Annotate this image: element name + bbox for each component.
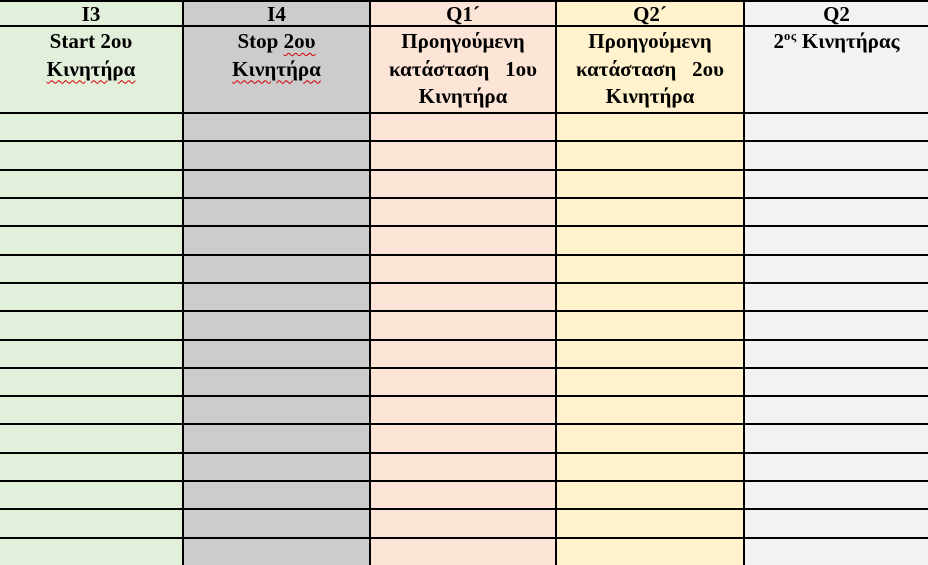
body-cell[interactable] (370, 283, 556, 311)
body-cell[interactable] (744, 340, 928, 368)
table-row (0, 226, 928, 254)
body-cell[interactable] (0, 170, 183, 198)
body-cell[interactable] (0, 198, 183, 226)
body-cell[interactable] (183, 368, 370, 396)
body-cell[interactable] (370, 198, 556, 226)
table-row (0, 340, 928, 368)
body-cell[interactable] (744, 283, 928, 311)
body-cell[interactable] (744, 141, 928, 169)
body-cell[interactable] (556, 170, 744, 198)
body-cell[interactable] (744, 368, 928, 396)
table-row (0, 170, 928, 198)
body-cell[interactable] (183, 283, 370, 311)
body-cell[interactable] (556, 311, 744, 339)
body-cell[interactable] (744, 255, 928, 283)
body-cell[interactable] (0, 113, 183, 141)
word: Κινητήρα (418, 84, 508, 108)
body-cell[interactable] (0, 538, 183, 565)
word: Start 2ου (49, 29, 133, 53)
column-code-i4: I4 (183, 1, 370, 26)
body-cell[interactable] (183, 141, 370, 169)
body-cell[interactable] (0, 368, 183, 396)
word: Stop (237, 29, 284, 53)
body-cell[interactable] (370, 170, 556, 198)
column-desc-stop-motor2 (183, 26, 370, 113)
misspelled-word: Κινητήρα (232, 56, 321, 81)
body-cell[interactable] (744, 198, 928, 226)
body-cell[interactable] (183, 170, 370, 198)
word: Προηγούμενη (588, 29, 712, 53)
body-cell[interactable] (183, 396, 370, 424)
body-cell[interactable] (556, 198, 744, 226)
table-row (0, 509, 928, 537)
body-cell[interactable] (183, 255, 370, 283)
table-row (0, 113, 928, 141)
body-cell[interactable] (183, 509, 370, 537)
word: ος (784, 29, 797, 43)
body-cell[interactable] (0, 255, 183, 283)
body-cell[interactable] (556, 538, 744, 565)
body-cell[interactable] (0, 226, 183, 254)
body-cell[interactable] (370, 311, 556, 339)
misspelled-word: 2ου (283, 29, 316, 53)
body-cell[interactable] (0, 141, 183, 169)
body-cell[interactable] (370, 538, 556, 565)
body-cell[interactable] (556, 141, 744, 169)
table-row (0, 255, 928, 283)
body-cell[interactable] (183, 424, 370, 452)
body-cell[interactable] (744, 509, 928, 537)
body-cell[interactable] (744, 226, 928, 254)
body-cell[interactable] (744, 481, 928, 509)
word: Προηγούμενη (401, 29, 525, 53)
body-cell[interactable] (0, 340, 183, 368)
body-cell[interactable] (370, 481, 556, 509)
code-header-row (0, 1, 928, 26)
table-row (0, 311, 928, 339)
column-desc-prev-state-motor2 (556, 26, 744, 113)
word: κατάσταση 2ου (576, 56, 724, 81)
table-row (0, 453, 928, 481)
body-cell[interactable] (556, 481, 744, 509)
body-cell[interactable] (183, 481, 370, 509)
body-cell[interactable] (744, 396, 928, 424)
misspelled-word: Κινητήρα (46, 56, 136, 81)
body-cell[interactable] (744, 170, 928, 198)
body-cell[interactable] (556, 509, 744, 537)
body-cell[interactable] (556, 368, 744, 396)
body-cell[interactable] (183, 340, 370, 368)
column-desc-prev-state-motor1 (370, 26, 556, 113)
body-cell[interactable] (370, 226, 556, 254)
body-cell[interactable] (183, 538, 370, 565)
body-cell[interactable] (556, 453, 744, 481)
desc-header-row (0, 26, 928, 113)
body-cell[interactable] (370, 424, 556, 452)
body-cell[interactable] (183, 453, 370, 481)
body-cell[interactable] (370, 141, 556, 169)
body-cell[interactable] (556, 226, 744, 254)
body-cell[interactable] (183, 226, 370, 254)
body-cell[interactable] (370, 453, 556, 481)
table-row (0, 396, 928, 424)
body-cell[interactable] (370, 255, 556, 283)
body-cell[interactable] (370, 396, 556, 424)
body-cell[interactable] (370, 340, 556, 368)
word: Κινητήρα (605, 84, 695, 108)
body-cell[interactable] (183, 113, 370, 141)
body-cell[interactable] (0, 396, 183, 424)
table-row (0, 424, 928, 452)
body-cell[interactable] (0, 311, 183, 339)
body-cell[interactable] (370, 368, 556, 396)
table-row (0, 198, 928, 226)
body-cell[interactable] (0, 424, 183, 452)
column-code-i3: I3 (0, 1, 183, 26)
word: κατάσταση 1ου (389, 56, 537, 81)
body-cell[interactable] (556, 113, 744, 141)
body-cell[interactable] (370, 113, 556, 141)
column-code-q2: Q2 (744, 1, 928, 26)
column-desc-motor2 (744, 26, 928, 113)
table-row (0, 283, 928, 311)
word: Κινητήρας (796, 29, 900, 53)
body-cell[interactable] (183, 198, 370, 226)
body-cell[interactable] (556, 424, 744, 452)
word: 2 (773, 29, 785, 53)
body-cell[interactable] (0, 481, 183, 509)
body-cell[interactable] (556, 340, 744, 368)
body-cell[interactable] (556, 255, 744, 283)
body-cell[interactable] (556, 283, 744, 311)
body-cell[interactable] (744, 424, 928, 452)
column-code-q1-prev: Q1´ (370, 1, 556, 26)
body-cell[interactable] (183, 311, 370, 339)
column-desc-start-motor2 (0, 26, 183, 113)
body-cell[interactable] (0, 283, 183, 311)
table-row (0, 481, 928, 509)
body-cell[interactable] (744, 453, 928, 481)
body-cell[interactable] (744, 311, 928, 339)
column-code-q2-prev: Q2´ (556, 1, 744, 26)
table-row (0, 141, 928, 169)
table-row (0, 538, 928, 565)
body-cell[interactable] (0, 509, 183, 537)
body-cell[interactable] (744, 113, 928, 141)
table-body (0, 113, 928, 565)
body-cell[interactable] (556, 396, 744, 424)
table-row (0, 368, 928, 396)
body-cell[interactable] (0, 453, 183, 481)
body-cell[interactable] (744, 538, 928, 565)
body-cell[interactable] (370, 509, 556, 537)
